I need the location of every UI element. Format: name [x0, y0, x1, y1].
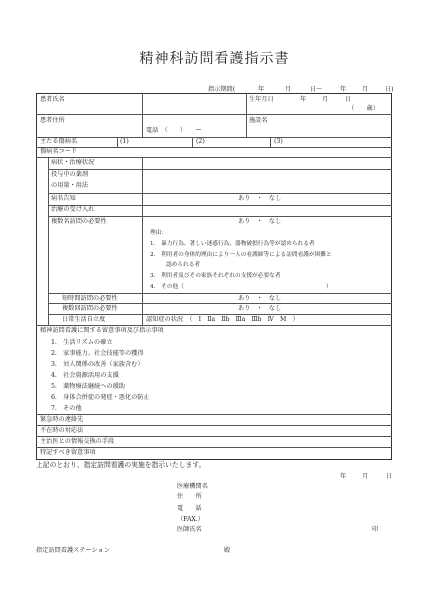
instruction-item: 6. 身体合併症の発症・悪化の防止	[51, 394, 150, 401]
notice-value: あり ・ なし	[238, 195, 282, 202]
row-line	[36, 436, 392, 437]
station-label: 指定訪問看護ステーション	[36, 547, 110, 554]
row-line	[36, 325, 392, 326]
table-border-right	[391, 93, 392, 460]
period-start-day: 日〜	[310, 86, 323, 93]
table-border-bottom	[36, 459, 392, 460]
reason-label: 理由：	[150, 230, 168, 236]
period-start-year: 年	[258, 86, 265, 93]
period-end-year: 年	[340, 86, 347, 93]
col-line	[142, 93, 143, 137]
col-line	[117, 137, 118, 147]
page-title: 精神科訪問看護指示書	[139, 51, 290, 67]
addressee-suffix: 殿	[224, 547, 231, 554]
institution-fax-label: （FAX.）	[177, 516, 204, 523]
short-visit-value: あり ・ なし	[238, 295, 282, 302]
row-line	[36, 447, 392, 448]
birth-month: 月	[322, 96, 329, 103]
instruction-item: 2. 家事能力、社会技能等の獲得	[51, 350, 144, 357]
row-line	[48, 303, 392, 304]
reason-1: 1. 暴力行為、著しい迷惑行為、器物破損行為等が認められる者	[150, 241, 315, 247]
col-line	[192, 137, 193, 147]
instruction-item: 1. 生活リズムの確立	[51, 339, 113, 346]
col-line	[270, 137, 271, 147]
birth-date-label: 生年月日	[249, 96, 274, 103]
issue-month: 月	[362, 473, 369, 480]
institution-label: 医療機関名	[177, 483, 208, 490]
dementia-status: 認知症の状況 （ Ⅰ Ⅱa Ⅱb Ⅲa Ⅲb Ⅳ M ）	[146, 316, 299, 323]
reason-4: 4. その他（	[150, 284, 184, 290]
row-line	[36, 137, 392, 138]
absence-response-label: 不在時の対応法	[40, 427, 84, 434]
period-end-day: 日)	[385, 86, 394, 93]
row-line	[48, 293, 392, 294]
row-line	[48, 193, 392, 194]
reason-2: 2. 利用者の身体的理由により一人の看護師等による訪問看護が困難と	[150, 252, 332, 258]
multiple-visits-label: 複数回訪問の必要性	[62, 305, 118, 312]
reason-3: 3. 利用者及びその家族それぞれの支援が必要な者	[150, 273, 281, 279]
reason-2-cont: 認められる者	[166, 262, 201, 268]
issue-year: 年	[340, 473, 347, 480]
facility-label: 施設名	[249, 117, 268, 124]
special-notes-label: 特記すべき留意事項	[40, 449, 96, 456]
main-disease-label: 主たる傷病名	[40, 138, 78, 145]
issue-day: 日	[386, 473, 393, 480]
instruction-item: 3. 対人関係の改善（家族含む）	[51, 361, 144, 368]
period-start-month: 月	[285, 86, 292, 93]
condition-label: 病状・治療状況	[51, 159, 95, 166]
instruction-item: 7. その他	[51, 405, 82, 412]
row-line	[48, 205, 392, 206]
patient-name-label: 患者氏名	[40, 96, 65, 103]
instruction-item: 4. 社会資源活用の支援	[51, 372, 119, 379]
birth-year: 年	[300, 96, 307, 103]
row-line	[48, 314, 392, 315]
medication-label-2: の用量・用法	[51, 182, 89, 189]
row-line	[36, 425, 392, 426]
multi-visit-value: あり ・ なし	[238, 218, 282, 225]
table-border-top	[36, 93, 392, 94]
disease-code-label: 傷病名コード	[40, 148, 78, 155]
birth-day: 日	[345, 96, 352, 103]
short-visit-label: 短時間訪問の必要性	[62, 295, 118, 302]
table-border-left	[36, 93, 37, 460]
row-line	[48, 169, 392, 170]
acceptance-label: 治療の受け入れ	[51, 206, 95, 213]
institution-phone-label: 電 話	[177, 505, 202, 512]
seal-mark: 印	[372, 526, 379, 533]
disease-3: (3)	[274, 138, 283, 145]
row-line	[36, 114, 392, 115]
row-line	[36, 147, 392, 148]
col-line	[48, 157, 49, 325]
col-line	[142, 157, 143, 325]
emergency-contact-label: 緊急時の連絡先	[40, 416, 84, 423]
period-label: 指示期間(	[208, 86, 236, 93]
reason-4-close: ）	[326, 284, 332, 290]
row-line	[48, 216, 392, 217]
instruction-item: 5. 薬物療法継続への援助	[51, 383, 125, 390]
instructions-header: 精神訪問看護に関する留意事項及び指示事項	[40, 327, 164, 334]
row-line	[36, 414, 392, 415]
daily-independence-label: 日常生活自立度	[62, 316, 106, 323]
col-line	[246, 93, 247, 137]
row-line	[36, 157, 392, 158]
period-end-month: 月	[362, 86, 369, 93]
notice-label: 病名告知	[51, 195, 76, 202]
multiple-visits-value: あり ・ なし	[238, 305, 282, 312]
disease-2: (2)	[196, 138, 205, 145]
patient-address-label: 患者住所	[40, 117, 65, 124]
doctor-name-label: 医師氏名	[177, 526, 202, 533]
disease-1: (1)	[120, 138, 129, 145]
doctor-contact-label: 主治医との情報交換の手段	[40, 438, 115, 445]
multi-visit-label: 複数名訪問の必要性	[51, 218, 107, 225]
instruction-statement: 上記のとおり、指定訪問看護の実施を指示いたします。	[36, 461, 206, 469]
age-field: （ 歳）	[348, 105, 379, 112]
phone-field: 電話 （ ） ー	[146, 127, 202, 134]
institution-address-label: 住 所	[177, 493, 202, 500]
medication-label: 投与中の薬剤	[51, 171, 89, 178]
